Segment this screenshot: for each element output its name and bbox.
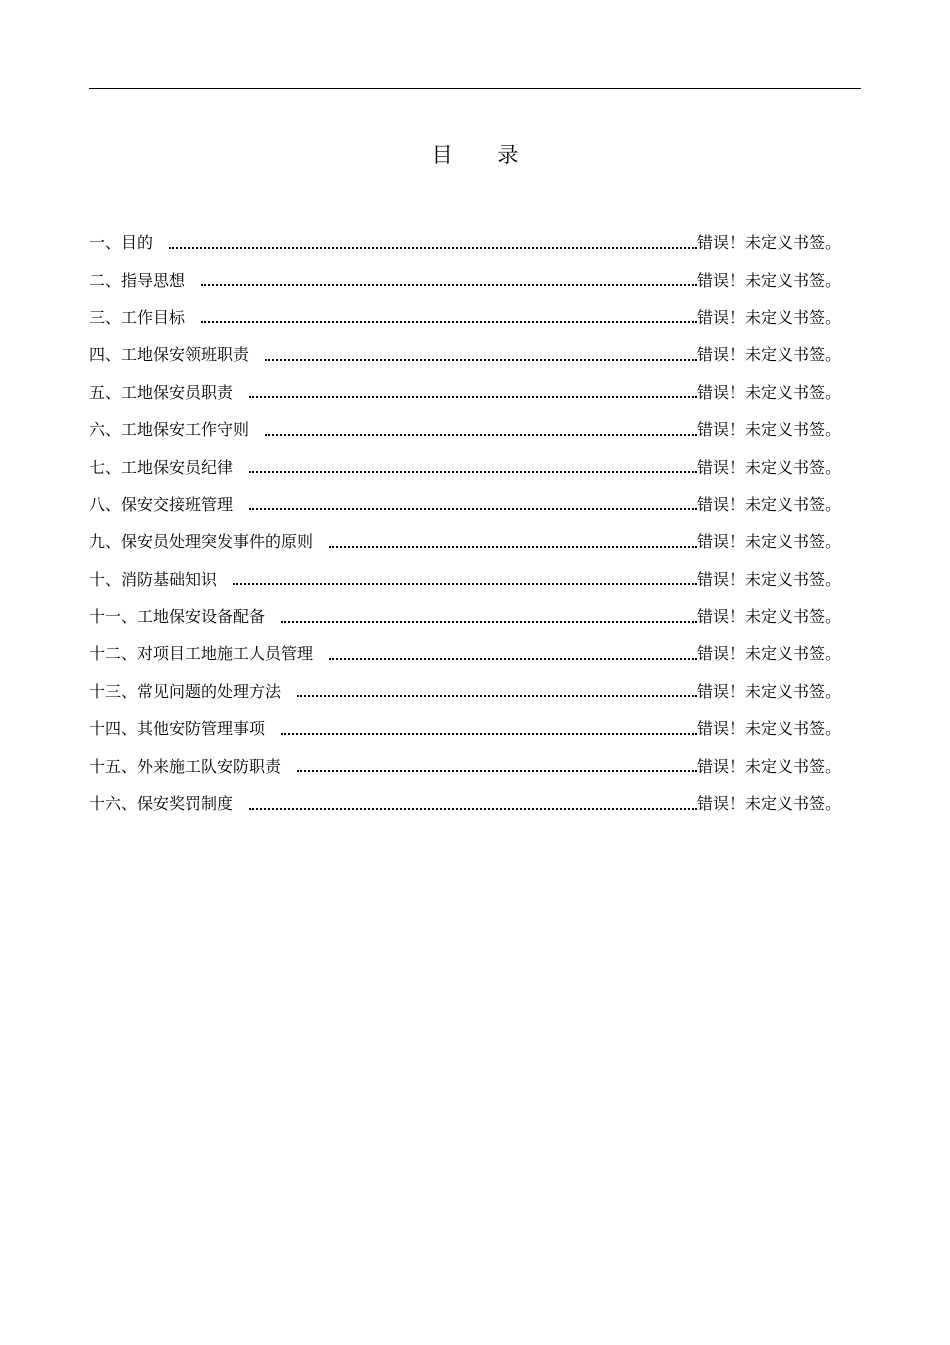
- toc-dot-leader: [329, 530, 697, 548]
- toc-entry-label: 二、指导思想: [89, 270, 186, 290]
- toc-entry-label: 十四、其他安防管理事项: [89, 719, 266, 739]
- toc-entry-page-ref: 错误！未定义书签。: [696, 307, 841, 327]
- toc-dot-leader: [265, 418, 697, 436]
- toc-entry-label: 八、保安交接班管理: [89, 494, 234, 514]
- toc-entry-page-ref: 错误！未定义书签。: [696, 681, 841, 701]
- toc-entry[interactable]: [89, 485, 841, 522]
- toc-entry[interactable]: [89, 447, 841, 484]
- toc-dot-leader: [169, 231, 697, 249]
- toc-title-char: 录: [497, 143, 519, 167]
- toc-entry-label: 十二、对项目工地施工人员管理: [89, 644, 314, 664]
- toc-entry[interactable]: [89, 522, 841, 559]
- toc-entry-page-ref: 错误！未定义书签。: [696, 420, 841, 440]
- toc-entry[interactable]: [89, 560, 841, 597]
- toc-dot-leader: [249, 455, 697, 473]
- toc-dot-leader: [249, 792, 697, 810]
- toc-dot-leader: [233, 567, 697, 585]
- toc-entry-label: 十六、保安奖罚制度: [89, 794, 234, 814]
- toc-entry-label: 十五、外来施工队安防职责: [89, 756, 282, 776]
- toc-entry-label: 七、工地保安员纪律: [89, 457, 234, 477]
- toc-dot-leader: [297, 754, 697, 772]
- toc-dot-leader: [281, 605, 697, 623]
- toc-entry-label: 一、目的: [89, 233, 154, 253]
- toc-entry-page-ref: 错误！未定义书签。: [696, 644, 841, 664]
- toc-entry-page-ref: 错误！未定义书签。: [696, 569, 841, 589]
- toc-entry-label: 九、保安员处理突发事件的原则: [89, 532, 314, 552]
- toc-title: [0, 140, 950, 170]
- toc-entry-label: 十三、常见问题的处理方法: [89, 681, 282, 701]
- toc-entry[interactable]: [89, 335, 841, 372]
- toc-entry-page-ref: 错误！未定义书签。: [696, 345, 841, 365]
- toc-list: [89, 223, 841, 821]
- toc-entry[interactable]: [89, 597, 841, 634]
- toc-dot-leader: [201, 305, 697, 323]
- toc-entry-page-ref: 错误！未定义书签。: [696, 532, 841, 552]
- toc-entry-page-ref: 错误！未定义书签。: [696, 756, 841, 776]
- toc-entry-label: 四、工地保安领班职责: [89, 345, 250, 365]
- toc-entry-page-ref: 错误！未定义书签。: [696, 457, 841, 477]
- toc-entry-label: 三、工作目标: [89, 307, 186, 327]
- toc-dot-leader: [265, 343, 697, 361]
- header-rule: [89, 88, 861, 89]
- toc-entry[interactable]: [89, 298, 841, 335]
- toc-dot-leader: [201, 268, 697, 286]
- toc-entry[interactable]: [89, 260, 841, 297]
- toc-entry[interactable]: [89, 746, 841, 783]
- toc-entry-label: 五、工地保安员职责: [89, 382, 234, 402]
- toc-entry[interactable]: [89, 373, 841, 410]
- toc-entry-page-ref: 错误！未定义书签。: [696, 607, 841, 627]
- toc-entry[interactable]: [89, 223, 841, 260]
- toc-title-char: 目: [431, 143, 453, 167]
- toc-dot-leader: [281, 717, 697, 735]
- toc-entry[interactable]: [89, 709, 841, 746]
- toc-entry-page-ref: 错误！未定义书签。: [696, 719, 841, 739]
- toc-entry[interactable]: [89, 410, 841, 447]
- toc-entry-label: 十一、工地保安设备配备: [89, 607, 266, 627]
- toc-dot-leader: [329, 642, 697, 660]
- toc-entry[interactable]: [89, 784, 841, 821]
- toc-dot-leader: [249, 492, 697, 510]
- toc-entry[interactable]: [89, 672, 841, 709]
- toc-entry-label: 十、消防基础知识: [89, 569, 218, 589]
- toc-entry-page-ref: 错误！未定义书签。: [696, 270, 841, 290]
- toc-entry-page-ref: 错误！未定义书签。: [696, 794, 841, 814]
- toc-entry[interactable]: [89, 634, 841, 671]
- toc-dot-leader: [249, 380, 697, 398]
- toc-entry-page-ref: 错误！未定义书签。: [696, 382, 841, 402]
- toc-dot-leader: [297, 679, 697, 697]
- toc-entry-label: 六、工地保安工作守则: [89, 420, 250, 440]
- toc-entry-page-ref: 错误！未定义书签。: [696, 233, 841, 253]
- toc-entry-page-ref: 错误！未定义书签。: [696, 494, 841, 514]
